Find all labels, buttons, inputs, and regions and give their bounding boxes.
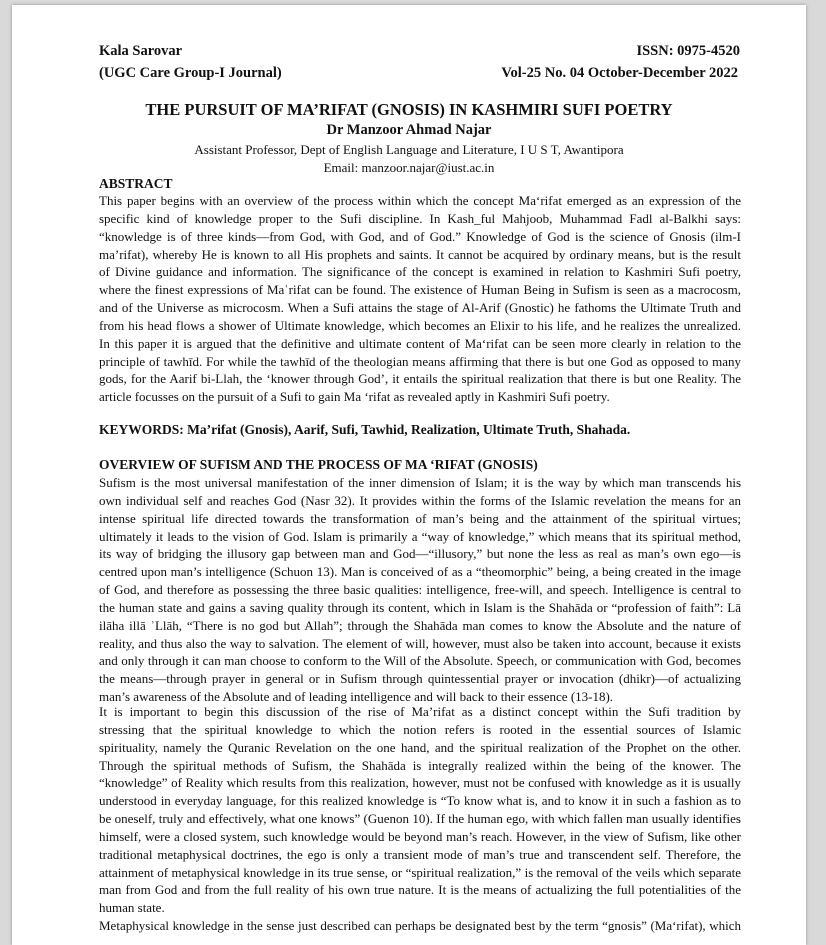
text-line: ilāha illā ʾLlāh, “There is no god but Allah”; through the Shahāda man comes to know the Absolute and the nature of	[99, 617, 741, 633]
text-line: the means—through prayer in general or in Sufism through quintessential prayer or invocation (dhikr)—of actualizing	[99, 671, 741, 687]
overview-paragraph-2	[99, 703, 741, 917]
text-line: where the finest expressions of Maʿrifat can be found. The existence of Human Being in Sufism is seen as a macrocosm,	[99, 282, 741, 298]
text-line: be oneself, truly and effectively, what one knows” (Guenon 10). If the human ego, with which fallen man usually identifies	[99, 811, 741, 827]
text-line: the human state and gains a saving quality through its content, which in Islam is the Shahāda or “profession of faith”: Lā	[99, 599, 741, 615]
volume-issue: Vol-25 No. 04 October-December 2022	[501, 65, 738, 81]
author-name: Dr Manzoor Ahmad Najar	[326, 122, 492, 138]
abstract-text	[99, 192, 741, 406]
overview-paragraph-1	[99, 474, 741, 706]
text-line: reality, and thus also the way to salvation. The element of will, however, must also be taken into account, because it exists	[99, 635, 741, 651]
text-line: own individual self and reaches God (Nasr 32). It provides within the forms of the Islamic revelation the means for an	[99, 492, 741, 508]
text-line: and of the Universe as microcosm. When a Sufi attains the stage of Al-Arif (Gnostic) he fathoms the Ultimate Truth and	[99, 300, 741, 316]
text-line: centred upon man’s intelligence (Schuon 13). Man is conceived of as a “theomorphic” being, a being created in the image	[99, 564, 741, 580]
journal-group: (UGC Care Group-I Journal)	[99, 65, 282, 81]
text-line: Sufism is the most universal manifestation of the inner dimension of Islam; it is the way by which man transcends his	[99, 475, 741, 490]
text-line: In this paper it is argued that the definitive and ultimate content of Maʻrifat can be seen more clearly in relation to the	[99, 335, 741, 351]
text-line: stressing that the spiritual knowledge to which the notion refers is rooted in the essential sources of Islamic	[99, 721, 741, 737]
text-line: Through the spiritual methods of Sufism, the Shahāda is integrally realized within the being of the knower. The	[99, 757, 741, 773]
text-line: specific kind of knowledge proper to the Sufi discipline. In Kash_ful Mahjoob, Muhammad Fadl al-Balkhi says:	[99, 210, 741, 226]
text-line: intense spiritual life directed towards the transformation of man’s being and the attainment of the spiritual virtues;	[99, 510, 741, 526]
text-line: man from God and from the full reality of his own true nature. It is the means of actualizing the full potentialities of the	[99, 882, 741, 898]
issn: ISSN: 0975-4520	[636, 43, 740, 59]
overview-paragraph-3	[99, 917, 741, 935]
text-line: its way of bridging the illusory gap between man and God—“illusory,” but none the less as real as man’s own ego—is	[99, 546, 741, 562]
text-line: human state.	[99, 900, 165, 916]
text-line: “knowledge is of three kinds—from God, with God, and of God.” Knowledge of God is the science of Gnosis (ilm-I	[99, 228, 741, 244]
text-line: “knowledge” of Reality which results from this realization, however, must not be confused with knowledge as it is usually	[99, 775, 741, 791]
text-line: ultimately it leads to the vision of God. Islam is primarily a “way of knowledge,” which means that its spiritual method,	[99, 528, 741, 544]
text-line: understood in everyday language, for this realized knowledge is “To know what is, and to know it in such a fashion as to	[99, 793, 741, 809]
keywords: KEYWORDS: Ma’rifat (Gnosis), Aarif, Sufi, Tawhid, Realization, Ultimate Truth, Shahada.	[99, 422, 631, 437]
text-line: himself, were a closed system, such knowledge would be beyond man’s reach. However, in the view of Sufism, like other	[99, 828, 741, 844]
text-line: Metaphysical knowledge in the sense just described can perhaps be designated best by the term “gnosis” (Maʻrifat), which	[99, 918, 741, 933]
author-email: Email: manzoor.najar@iust.ac.in	[323, 160, 495, 175]
text-line: article focusses on the pursuit of a Sufi to gain Ma ‘rifat as revealed aptly in Kashmiri Sufi poetry.	[99, 389, 610, 405]
text-line: and only through it can man choose to conform to the Will of the Absolute. Speech, or communication with God, becomes	[99, 653, 741, 669]
author-affiliation: Assistant Professor, Dept of English Language and Literature, I U S T, Awantipora	[194, 142, 624, 157]
text-line: gods, for the Aarif bi-Llah, the ‘knower through God’, it entails the spiritual realization that there is but one Reality. The	[99, 371, 741, 387]
text-line: spirituality, namely the Quranic Revelation on the one hand, and the spiritual realization of the Prophet on the other.	[99, 739, 741, 755]
text-line: This paper begins with an overview of the process within which the concept Maʻrifat emerged as an expression of the	[99, 193, 741, 208]
text-line: man’s awareness of the Absolute and of leading intelligence and will back to their essence (13-18).	[99, 689, 614, 705]
journal-name: Kala Sarovar	[99, 43, 183, 59]
text-line: ma’rifat), whereby He is known to all His prophets and saints. It cannot be acquired by ordinary means, but is the result	[99, 246, 741, 262]
text-line: of God, and therefore as possessing the three basic qualities: intelligence, free-will, and speech. Intelligence is central to	[99, 582, 741, 598]
text-line: traditional metaphysical doctrines, the ego is only a transient mode of man’s true and transcendent self. Therefore, the	[99, 846, 741, 862]
text-line: principle of tawhīd. For while the tawhīd of the theologian means affirming that there is but one God as opposed to many	[99, 353, 741, 369]
text-line: of Divine guidance and information. The significance of the concept is examined in relation to Kashmiri Sufi poetry,	[99, 264, 741, 280]
text-line: It is important to begin this discussion of the rise of Ma’rifat as a distinct concept within the Sufi tradition by	[99, 704, 741, 719]
article-title: THE PURSUIT OF MA’RIFAT (GNOSIS) IN KASHMIRI SUFI POETRY	[145, 100, 673, 119]
abstract-heading: ABSTRACT	[99, 176, 173, 191]
text-line: from his head flows a shower of Ultimate knowledge, which becomes an Elixir to his life, and he realizes the unrealized.	[99, 317, 741, 333]
overview-heading: OVERVIEW OF SUFISM AND THE PROCESS OF MA ‘RIFAT (GNOSIS)	[99, 457, 538, 472]
text-line: attainment of metaphysical knowledge in its true sense, or “spiritual realization,” is the removal of the veils which separate	[99, 864, 741, 880]
document-page	[12, 5, 806, 945]
